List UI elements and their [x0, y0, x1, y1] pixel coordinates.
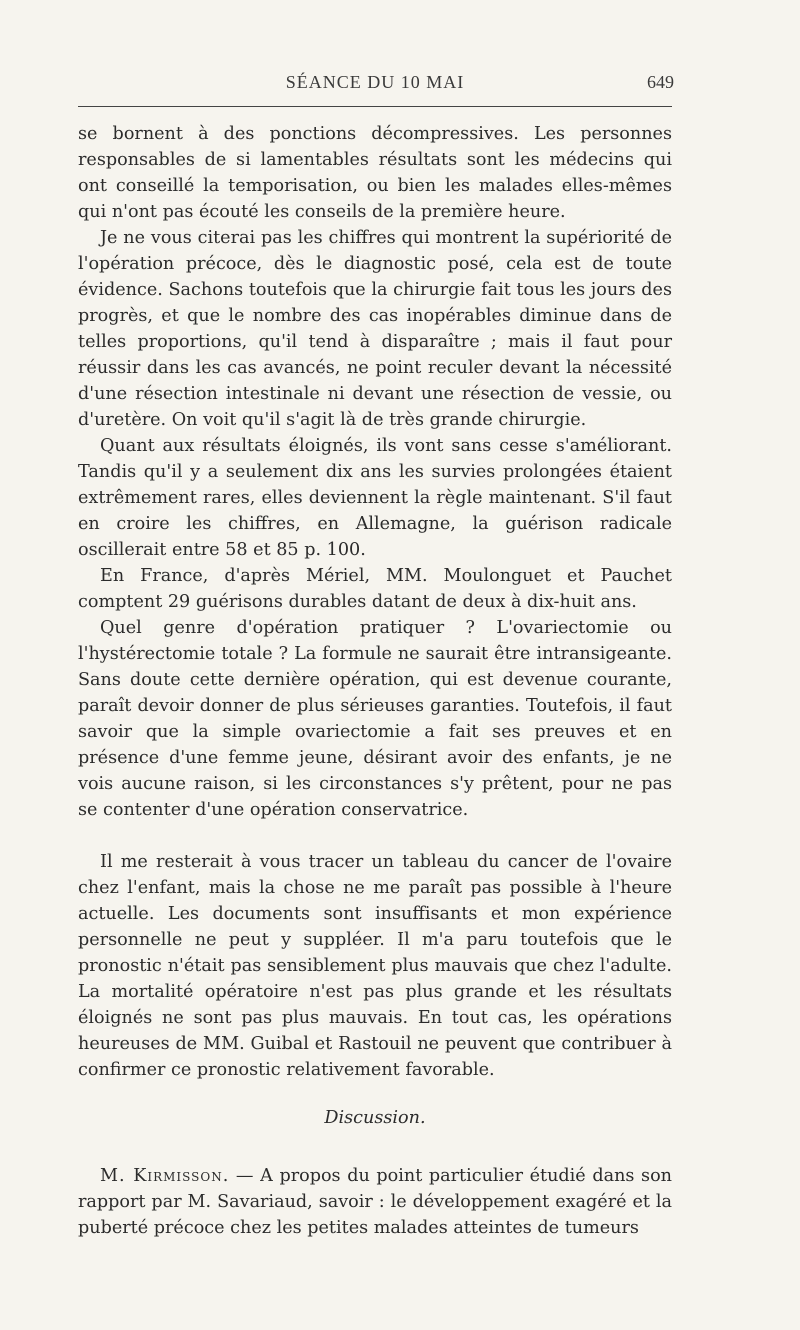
- book-page: [78, 70, 672, 1241]
- paragraph-operation-precoce: Je ne vous citerai pas les chiffres qui montrent la supériorité de l'opération précoce, dès le diagnostic posé, cela est de toute évidence. Sachons toutefois que la chirurgie fait tous les jours des progrès, et que le nombre des cas inopérables diminue dans de telles proportions, qu'il tend à disparaître ; mais il faut pour réussir dans les cas avancés, ne point reculer devant la nécessité d'une résection intestinale ni devant une résection de vessie, ou d'uretère. On voit qu'il s'agit là de très grande chirurgie.: [78, 228, 672, 430]
- page-number: 649: [647, 72, 674, 92]
- paragraph-cancer-enfant: Il me resterait à vous tracer un tableau du cancer de l'ovaire chez l'enfant, mais la chose ne me paraît pas possible à l'heure actuelle. Les documents sont insuffisants et mon expérience personnelle ne peut y suppléer. Il m'a paru toutefois que le pronostic n'était pas sensiblement plus mauvais que chez l'adulte. La mortalité opératoire n'est pas plus grande et les résultats éloignés ne sont pas plus mauvais. En tout cas, les opérations heureuses de MM. Guibal et Rastouil ne peuvent que contribuer à confirmer ce pronostic relativement favorable.: [78, 852, 672, 1080]
- section-gap: [78, 823, 672, 849]
- speaker-name: M. Kirmisson.: [100, 1166, 230, 1186]
- paragraph-continuation: se bornent à des ponctions décompressives. Les personnes responsables de si lamentables résultats sont les médecins qui ont conseillé la temporisation, ou bien les malades elles-mêmes qui n'ont pas écouté les conseils de la première heure.: [78, 124, 672, 222]
- paragraph-kirmisson: [78, 1163, 672, 1241]
- paragraph-genre-operation: Quel genre d'opération pratiquer ? L'ovariectomie ou l'hystérectomie totale ? La formule ne saurait être intransigeante. Sans doute cette dernière opération, qui est devenue courante, paraît devoir donner de plus sérieuses garanties. Toutefois, il faut savoir que la simple ovariectomie a fait ses preuves et en présence d'une femme jeune, désirant avoir des enfants, je ne vois aucune raison, si les circonstances s'y prêtent, pour ne pas se contenter d'une opération conservatrice.: [78, 618, 672, 820]
- running-header: [78, 70, 672, 100]
- discussion-heading: Discussion.: [324, 1108, 426, 1128]
- speaker-text: — A propos du point particulier étudié dans son rapport par M. Savariaud, savoir : le développement exagéré et la puberté précoce chez les petites malades atteintes de tumeurs: [78, 1166, 672, 1238]
- paragraph-resultats-eloignes: Quant aux résultats éloignés, ils vont sans cesse s'améliorant. Tandis qu'il y a seulement dix ans les survies prolongées étaient extrêmement rares, elles deviennent la règle maintenant. S'il faut en croire les chiffres, en Allemagne, la guérison radicale oscillerait entre 58 et 85 p. 100.: [78, 436, 672, 560]
- header-title: SÉANCE DU 10 MAI: [285, 72, 465, 92]
- paragraph-france: En France, d'après Mériel, MM. Moulonguet et Pauchet comptent 29 guérisons durables datant de deux à dix-huit ans.: [78, 566, 672, 612]
- header-rule: [78, 106, 672, 107]
